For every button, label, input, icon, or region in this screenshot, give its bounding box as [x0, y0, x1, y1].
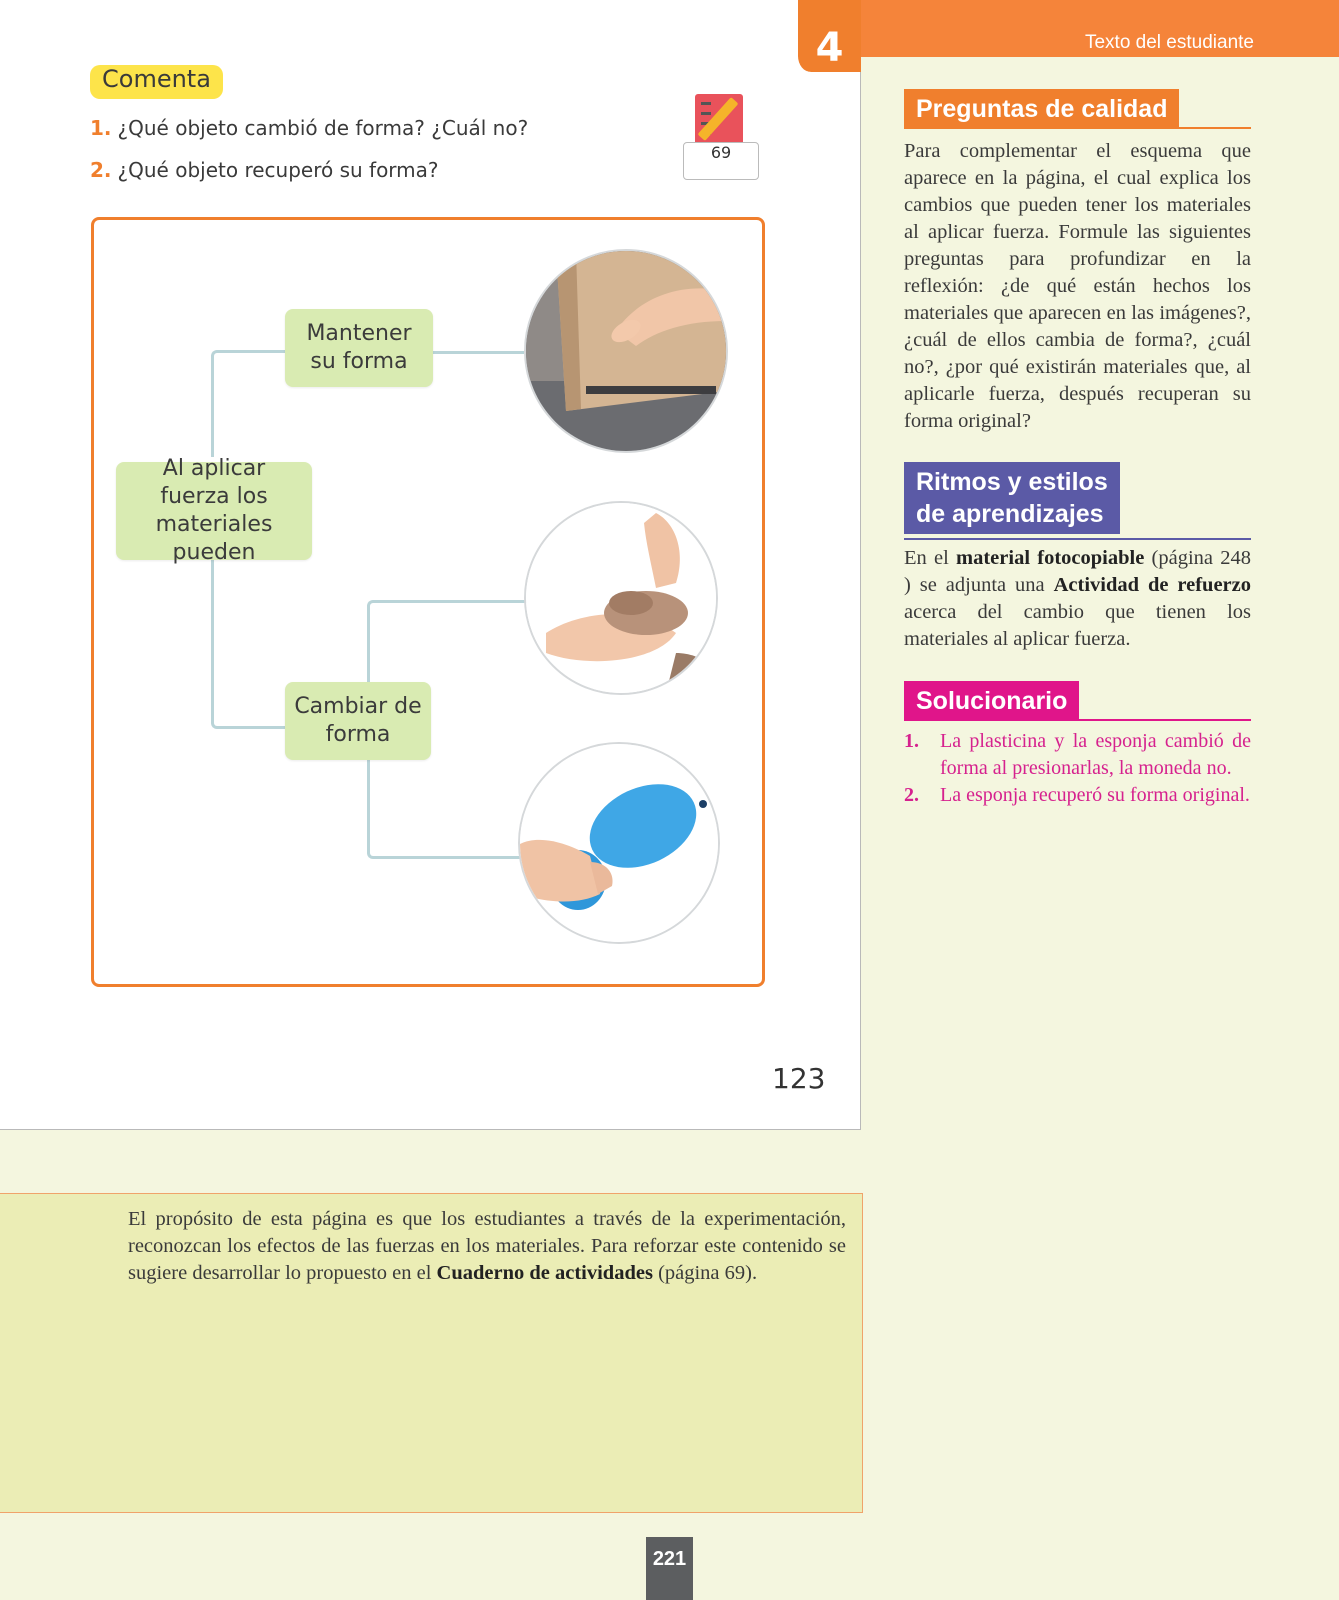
connector-change-bottom: [367, 760, 527, 859]
question-1-number: 1.: [90, 116, 112, 140]
photo-wood-plank: [524, 249, 728, 453]
ritmos-text-1: En el: [904, 547, 949, 569]
ritmos-title-line-2: de aprendizajes: [916, 500, 1104, 528]
ritmos-title-line-1: Ritmos y estilos: [916, 468, 1108, 496]
question-2-number: 2.: [90, 158, 112, 182]
footer-text-1: El propósito de esta página es que los estudiantes a través de la experimentación, reconozcan los efectos de las fuerzas en los materiales. Para reforzar este contenido se sugiere desarrollar lo propuesto en el: [128, 1208, 846, 1284]
solucionario-item-2: [904, 782, 1251, 809]
ritmos-activity: Actividad de refuerzo: [1053, 574, 1251, 596]
photo-clay: [524, 501, 718, 695]
concept-diagram: [91, 217, 765, 987]
solucionario-item-1-number: 1.: [904, 730, 919, 752]
workbook-reference: [683, 92, 759, 182]
solucionario-list: [904, 728, 1251, 809]
ritmos-text-3: acerca del cambio que tienen los materiales al aplicar fuerza.: [904, 601, 1251, 650]
comenta-label: Comenta: [90, 65, 223, 99]
node-root-label: Al aplicar fuerza los materiales pueden: [155, 456, 273, 565]
student-page: [0, 0, 861, 1130]
connector-root-top: [211, 350, 288, 457]
unit-number-tab: 4: [795, 0, 861, 72]
connector-keep-photo: [428, 351, 524, 354]
footer-note-text: [128, 1206, 846, 1287]
node-change-shape-label: Cambiar de forma: [294, 694, 422, 747]
question-2: [90, 158, 439, 182]
ritmos-rule: [904, 538, 1251, 540]
node-keep-shape-label: Mantener su forma: [306, 321, 412, 374]
solucionario-rule: [904, 719, 1251, 721]
preguntas-title: Preguntas de calidad: [904, 89, 1179, 129]
node-keep-shape: [285, 309, 433, 387]
header-bar: [861, 0, 1339, 57]
solucionario-item-1: [904, 728, 1251, 782]
photo-balloon: [518, 742, 720, 944]
solucionario-item-2-number: 2.: [904, 784, 919, 806]
ritmos-text: [904, 545, 1251, 653]
footer-workbook-ref: Cuaderno de actividades: [436, 1262, 653, 1284]
node-change-shape: [285, 682, 431, 760]
ritmos-title: [904, 462, 1120, 534]
solucionario-item-2-text: La esponja recuperó su forma original.: [940, 784, 1250, 806]
question-1: [90, 116, 528, 140]
solucionario-item-1-text: La plasticina y la esponja cambió de forma al presionarlas, la moneda no.: [940, 730, 1251, 779]
student-page-number: 123: [772, 1062, 826, 1095]
header-label: Texto del estudiante: [1084, 32, 1254, 53]
ritmos-text-2: (página 248 ) se adjunta una: [904, 547, 1251, 596]
solucionario-title: Solucionario: [904, 681, 1079, 721]
question-2-text: ¿Qué objeto recuperó su forma?: [117, 158, 439, 182]
guide-page-number: 221: [646, 1537, 693, 1600]
node-root: [116, 456, 312, 565]
preguntas-text: Para complementar el esquema que aparece en la página, el cual explica los cambios que pueden tener los materiales al aplicar fuerza. Formule las siguientes preguntas para profundizar en la reflexión: ¿de qué están hechos los materiales que aparecen en las imágenes?, ¿cuál de ellos cambia de forma?, ¿cuál no?, ¿por qué existirán materiales que, al aplicarle fuerza, después recuperan su forma original?: [904, 140, 1251, 432]
ritmos-material-link: material fotocopiable: [956, 547, 1145, 569]
footer-text-2: (página 69).: [658, 1262, 758, 1284]
question-1-text: ¿Qué objeto cambió de forma? ¿Cuál no?: [117, 116, 529, 140]
preguntas-rule: [904, 127, 1251, 129]
workbook-page-number: 69: [683, 142, 759, 180]
connector-root-bottom: [211, 550, 288, 729]
connector-change-top: [367, 600, 527, 683]
